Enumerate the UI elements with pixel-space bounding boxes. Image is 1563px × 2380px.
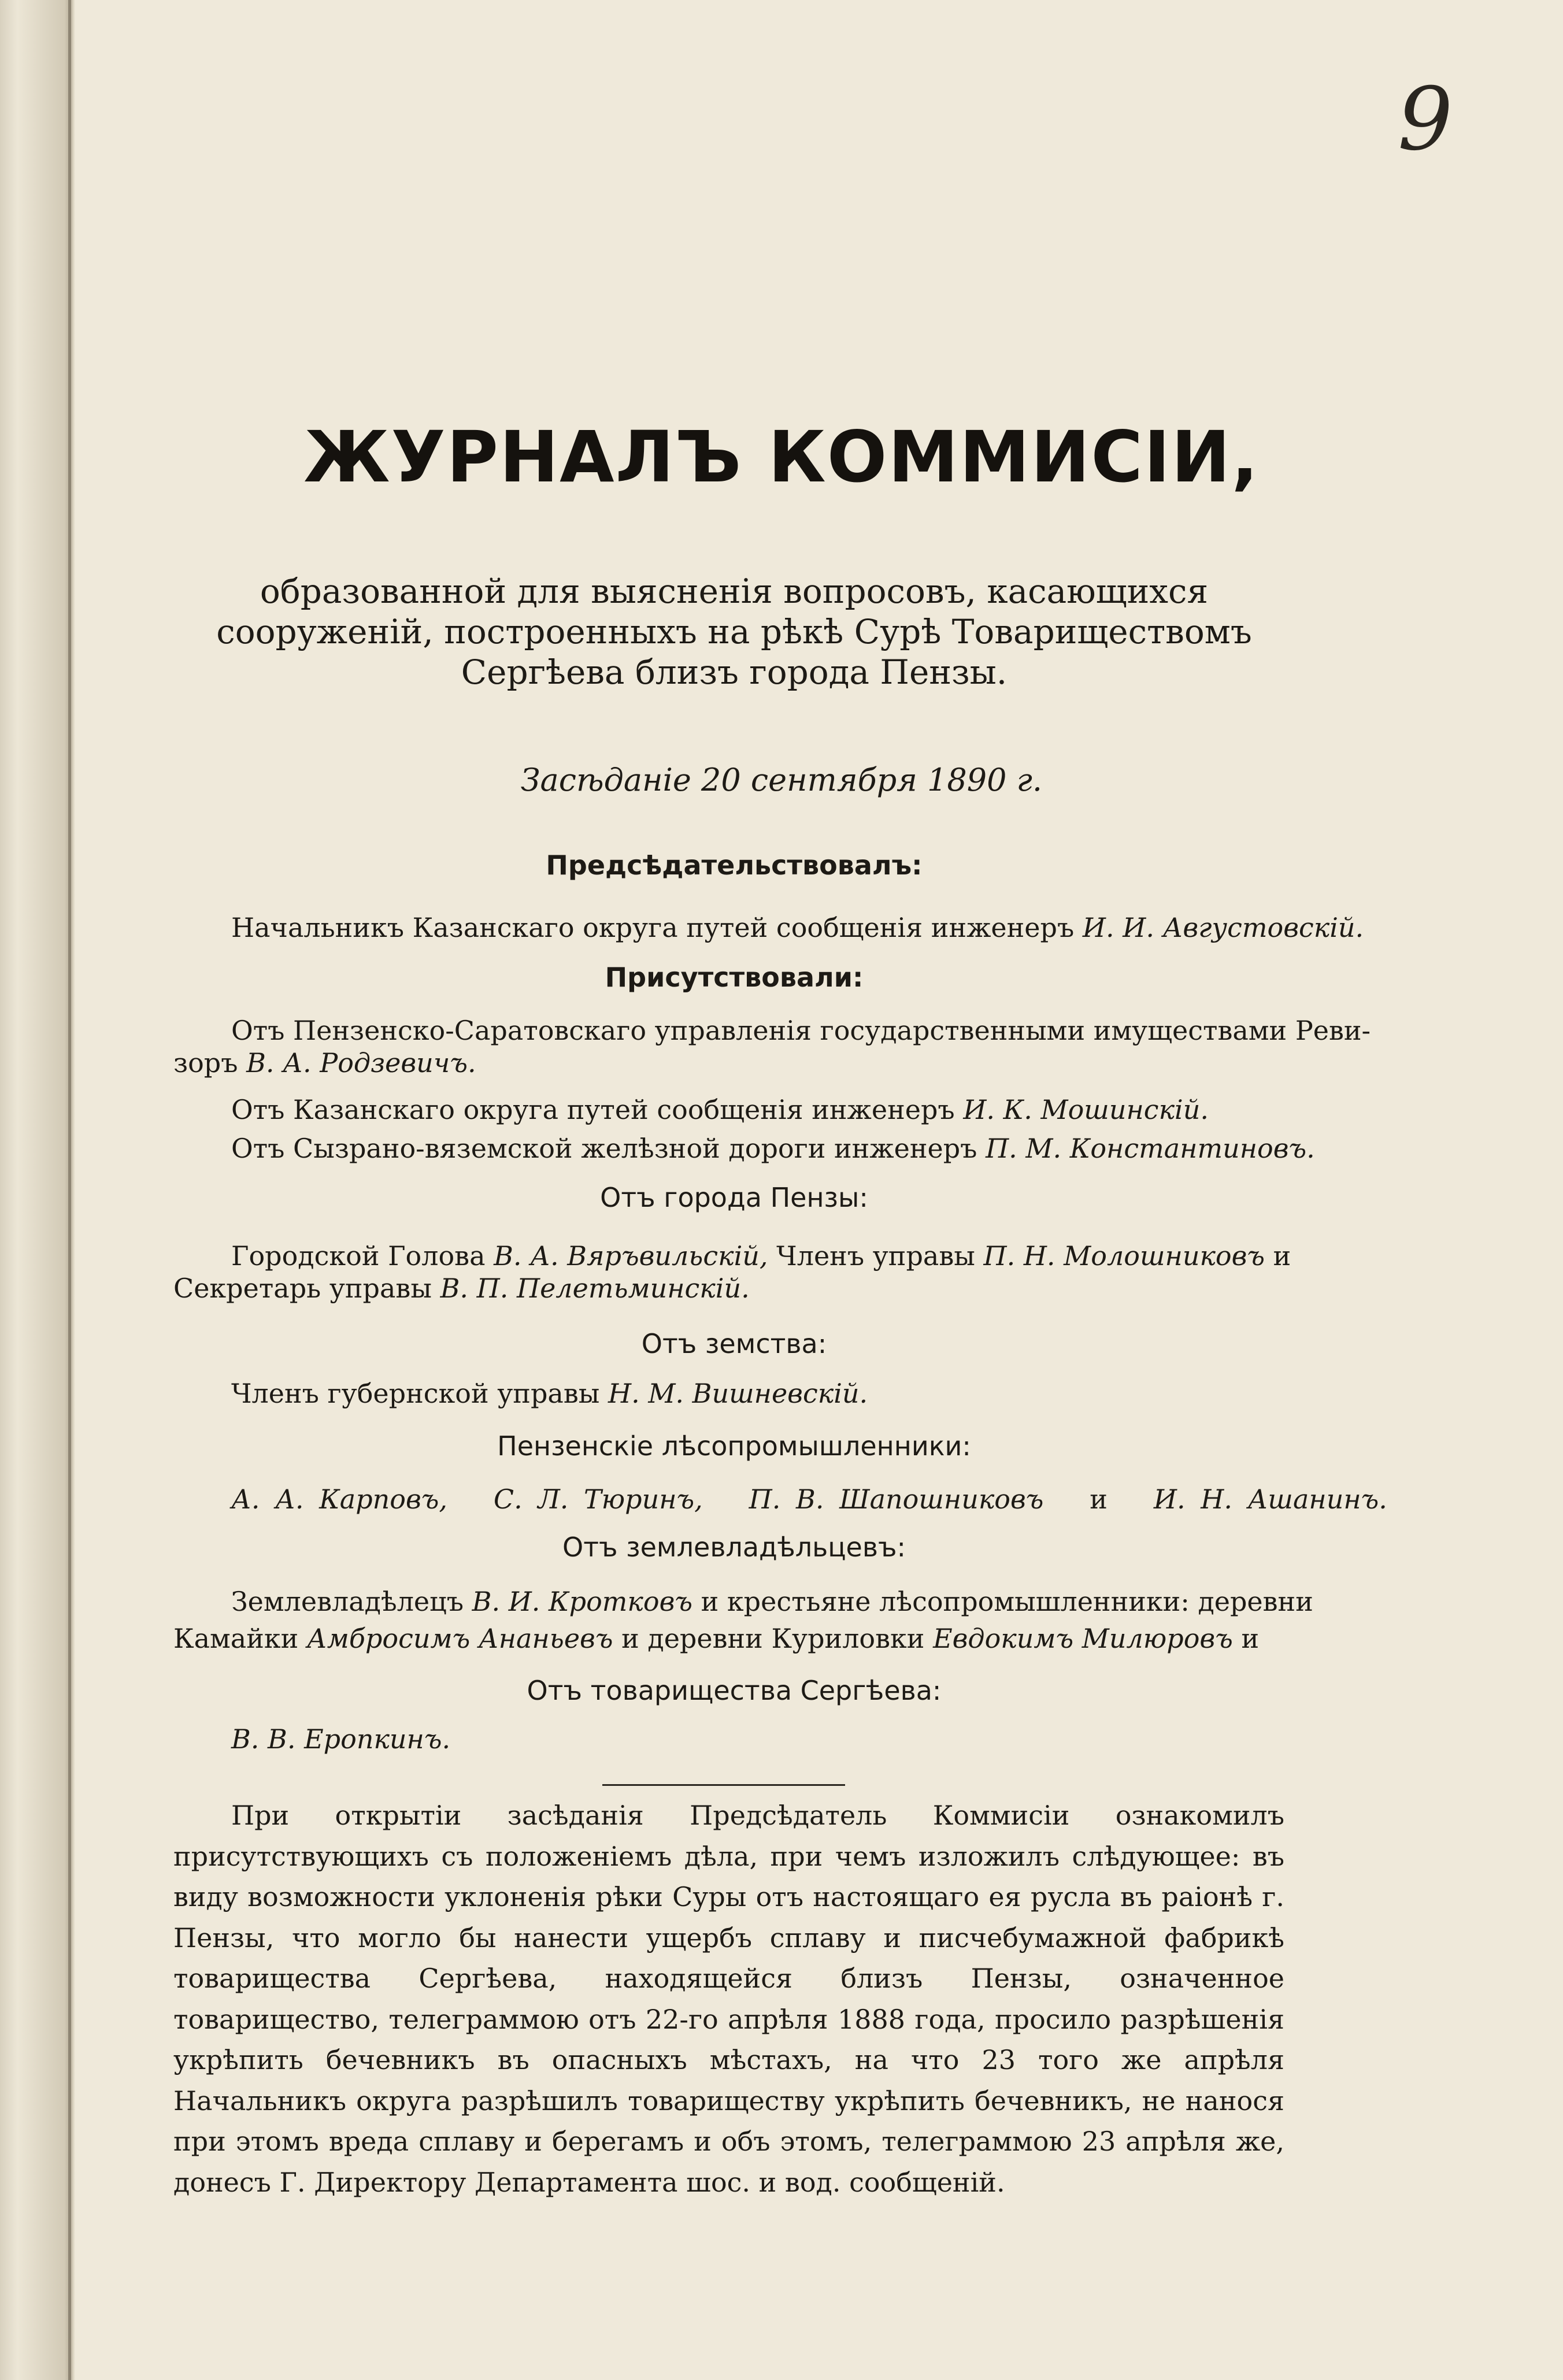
landowners-heading: Отъ землевладѣльцевъ: <box>562 1532 906 1563</box>
company-heading: Отъ товарищества Сергѣева: <box>527 1675 942 1706</box>
land-text-4: и деревни Куриловки <box>613 1623 934 1654</box>
timber-name-2: С. Л. Тюринъ, <box>493 1484 703 1515</box>
land-name-1: В. И. Кротковъ <box>472 1586 693 1617</box>
city-name-2: П. Н. Молошниковъ <box>983 1240 1265 1271</box>
land-text-1: Землевладѣлецъ <box>231 1586 472 1617</box>
zemstvo-text: Членъ губернской управы <box>231 1378 608 1409</box>
session-date: Засѣданіе 20 сентября 1890 г. <box>520 762 1043 798</box>
land-name-2: Амбросимъ Ананьевъ <box>306 1623 613 1654</box>
zemstvo-entry <box>231 1378 868 1409</box>
present-heading: Присутствовали: <box>605 962 864 993</box>
land-text-3: Камайки <box>173 1623 307 1654</box>
city-text-2: Членъ управы <box>768 1240 984 1271</box>
city-entry-line-1 <box>231 1240 1291 1271</box>
city-name-3: В. П. Пелетьминскій. <box>440 1273 750 1304</box>
company-name: В. В. Еропкинъ. <box>231 1723 451 1755</box>
present-entry-1-line-1: Отъ Пензенско-Саратовскаго управленія государственными имуществами Реви- <box>231 1015 1371 1046</box>
city-name-1: В. А. Вяръвильскій, <box>494 1240 768 1271</box>
city-text-3: и <box>1265 1240 1291 1271</box>
city-text-1: Городской Голова <box>231 1240 494 1271</box>
present-entry-2 <box>231 1094 1209 1125</box>
city-text-4: Секретарь управы <box>173 1273 440 1304</box>
timber-name-4: И. Н. Ашанинъ. <box>1153 1484 1387 1515</box>
section-divider <box>602 1784 845 1786</box>
land-text-5: и <box>1232 1623 1260 1654</box>
zemstvo-heading: Отъ земства: <box>641 1328 827 1359</box>
zemstvo-name: Н. М. Вишневскій. <box>608 1378 868 1409</box>
land-name-3: Евдокимъ Милюровъ <box>933 1623 1233 1654</box>
land-text-2: и крестьяне лѣсопромышленники: деревни <box>692 1586 1313 1617</box>
handwritten-page-number: 9 <box>1398 69 1453 170</box>
document-subtitle: образованной для выясненія вопросовъ, касающихся сооруженій, построенныхъ на рѣкѣ Сурѣ Товариществомъ Сергѣева близъ города Пензы. <box>216 572 1252 692</box>
landowners-entry-line-1 <box>231 1586 1313 1617</box>
city-entry-line-2 <box>173 1273 750 1304</box>
company-entry <box>231 1723 450 1755</box>
present-entry-3 <box>231 1133 1315 1164</box>
present-entry-1-line-2 <box>173 1047 476 1078</box>
city-heading: Отъ города Пензы: <box>600 1182 868 1213</box>
body-paragraph: При открытіи засѣданія Предсѣдатель Коммисіи ознакомилъ присутствующихъ съ положеніемъ дѣла, при чемъ изложилъ слѣдующее: въ виду возможности уклоненія рѣки Суры отъ настоящаго ея русла въ раіонѣ г. Пензы, что могло бы нанести ущербъ сплаву и писчебумажной фабрикѣ товарищества Сергѣева, находящейся близъ Пензы, означенное товарищество, телеграммою отъ 22-го апрѣля 1888 года, просило разрѣшенія укрѣпить бечевникъ въ опасныхъ мѣстахъ, на что 23 того же апрѣля Начальникъ округа разрѣшилъ товариществу укрѣпить бечевникъ, не нанося при этомъ вреда сплаву и берегамъ и объ этомъ, телеграммою 23 апрѣля же, донесъ Г. Директору Департамента шос. и вод. сообщеній. <box>173 1800 1284 2198</box>
chair-entry <box>231 912 1364 943</box>
present-3-text: Отъ Сызрано-вяземской желѣзной дороги инженеръ <box>231 1133 986 1164</box>
present-1-cont: зоръ <box>173 1047 247 1078</box>
present-3-name: П. М. Константиновъ. <box>986 1133 1315 1164</box>
document-title: ЖУРНАЛЪ КОММИСІИ, <box>303 416 1260 498</box>
landowners-entry-line-2 <box>173 1623 1259 1654</box>
present-2-name: И. К. Мошинскій. <box>963 1094 1209 1125</box>
present-2-text: Отъ Казанскаго округа путей сообщенія инженеръ <box>231 1094 964 1125</box>
timber-entry <box>231 1484 1387 1515</box>
timber-name-1: А. А. Карповъ, <box>231 1484 448 1515</box>
timber-and: и <box>1090 1484 1108 1515</box>
chair-name: И. И. Августовскій. <box>1082 912 1364 943</box>
timber-heading: Пензенскіе лѣсопромышленники: <box>497 1430 971 1462</box>
chaired-heading: Предсѣдательствовалъ: <box>546 850 923 881</box>
chair-text: Начальникъ Казанскаго округа путей сообщенія инженеръ <box>231 912 1083 943</box>
present-1-name: В. А. Родзевичъ. <box>246 1047 476 1078</box>
timber-name-3: П. В. Шапошниковъ <box>749 1484 1044 1515</box>
